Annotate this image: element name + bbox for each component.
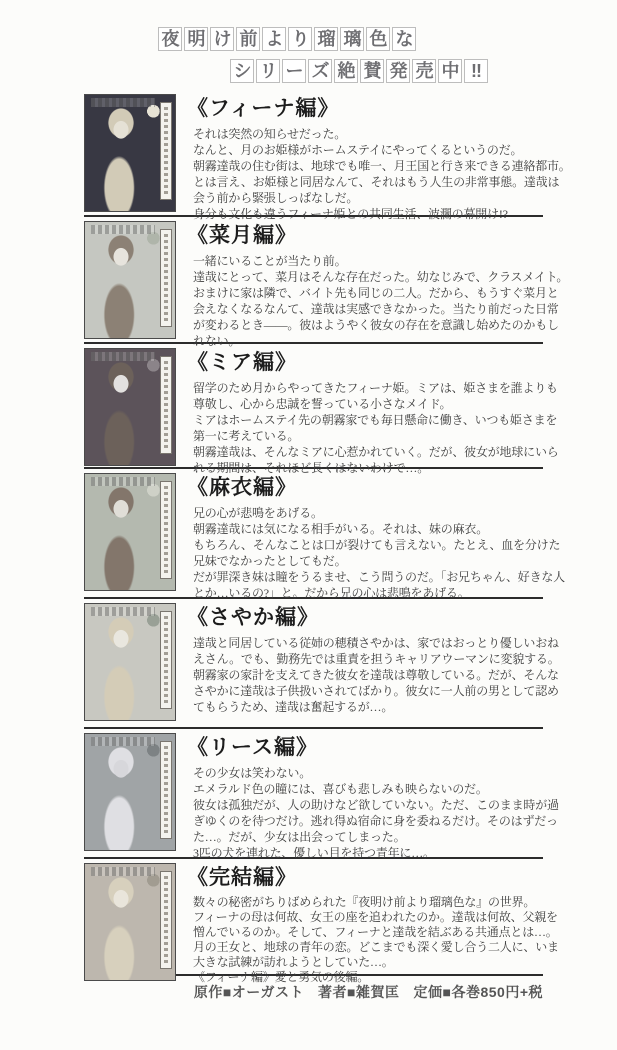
description-line: 月の王女と、地球の青年の恋。どこまでも深く愛し合う二人に、いま (193, 940, 559, 954)
description-line: 達哉にとって、菜月はそんな存在だった。幼なじみで、クラスメイト。 (193, 270, 569, 284)
cover-spine-band (160, 481, 172, 579)
book-cover-thumbnail (84, 348, 176, 466)
header-char-box: 売 (412, 59, 436, 83)
volume-section (84, 599, 560, 729)
header-char-box: 夜 (158, 27, 182, 51)
volume-title: 《リース編》 (187, 736, 318, 759)
volume-description (193, 253, 593, 349)
volume-section (84, 344, 559, 475)
volume-section (84, 217, 569, 348)
volume-section (84, 90, 571, 221)
volume-description (193, 126, 593, 222)
description-line: もちろん、そんなことは口が裂けても言えない。たとえ、血を分けた (193, 538, 561, 552)
description-line: エメラルド色の瞳には、喜びも悲しみも映らないのだ。 (193, 782, 488, 796)
description-line: フィーナの母は何故、女王の座を追われたのか。達哉は何故、父親を (193, 910, 558, 924)
credit-segment: 定価■各巻850円+税 (413, 984, 543, 1000)
description-line: が変わるとき――。彼はようやく彼女の存在を意識し始めたのかもし (193, 318, 559, 332)
description-line: 兄妹でなかったとしてもだ。 (193, 554, 347, 568)
book-cover-thumbnail (84, 221, 176, 339)
description-line: 尊敬し、心から忠誠を誓っている小さなメイド。 (193, 397, 452, 411)
description-line: 《フィーナ編》愛と勇気の後編。 (193, 970, 370, 984)
description-line: おまけに家は隣で、バイト先も同じの二人。だから、もうすぐ菜月と (193, 286, 559, 300)
book-cover-thumbnail (84, 863, 176, 981)
header-char-box: 中 (438, 59, 462, 83)
volume-title: 《ミア編》 (187, 351, 297, 374)
cover-title-logo (91, 352, 155, 361)
credit-segment: 原作■オーガスト (193, 984, 305, 1000)
volume-list (84, 90, 571, 984)
volume-section (84, 729, 559, 860)
description-line: 身分も文化も違うフィーナ姫との共同生活、波瀾の幕開け!? (193, 207, 508, 221)
header-char-box: シ (230, 59, 254, 83)
volume-title: 《完結編》 (187, 866, 297, 889)
volume-info (187, 601, 593, 715)
volume-section (84, 469, 565, 600)
description-line: それは突然の知らせだった。 (193, 127, 347, 141)
description-line: 朝霧達哉の住む街は、地球でも唯一、月王国と行き来できる連絡都市。 (193, 159, 571, 173)
header-char-box: り (288, 27, 312, 51)
volume-description (193, 505, 593, 601)
description-line: 彼女は孤独だが、人の助けなど欲していない。ただ、このまま時が過 (193, 798, 559, 812)
book-cover-thumbnail (84, 733, 176, 851)
cover-title-logo (91, 225, 155, 234)
description-line: その少女は笑わない。 (193, 766, 312, 780)
description-line: 留学のため月からやってきたフィーナ姫。ミアは、姫さまを誰よりも (193, 381, 558, 395)
description-line: 大きな試練が訪れようとしていた…。 (193, 955, 394, 969)
header-row-2 (230, 59, 617, 83)
volume-title: 《麻衣編》 (187, 476, 297, 499)
cover-title-logo (91, 477, 155, 486)
volume-info (187, 861, 593, 985)
description-line: てもらうため、達哉は奮起するが…。 (193, 700, 394, 714)
header-row-1 (158, 27, 617, 51)
description-line: なんと、月のお姫様がホームステイにやってくるというのだ。 (193, 143, 523, 157)
cover-title-logo (91, 737, 155, 746)
cover-spine-band (160, 356, 172, 454)
volume-title: 《フィーナ編》 (187, 97, 340, 120)
header-char-box: 発 (386, 59, 410, 83)
cover-title-logo (91, 867, 155, 876)
book-cover-thumbnail (84, 94, 176, 212)
cover-title-logo (91, 607, 155, 616)
description-line: ミアはホームステイ先の朝霧家でも毎日懸命に働き、いつも姫さまを (193, 413, 558, 427)
book-cover-thumbnail (84, 603, 176, 721)
description-line: ぎゆくのを待つだけ。逃れ得ぬ宿命に身を委ねるだけ。そのはずだっ (193, 814, 558, 828)
volume-description (193, 635, 593, 715)
header-char-box: ズ (308, 59, 332, 83)
series-header (0, 27, 617, 83)
cover-title-logo (91, 98, 155, 107)
description-line: れる期間は、それほど長くはないわけで…。 (193, 461, 430, 475)
volume-section (84, 859, 559, 984)
header-char-box: 瑠 (314, 27, 338, 51)
volume-info (187, 471, 593, 601)
description-line: さやかに達哉は子供扱いされてばかり。彼女に一人前の男として認め (193, 684, 559, 698)
description-line: れない。 (193, 334, 241, 348)
description-line: 達哉と同居している従姉の穂積さやかは、家ではおっとり優しいおね (193, 636, 559, 650)
volume-info (187, 92, 593, 222)
description-line: えさん。でも、勤務先では重責を担うキャリアウーマンに変貌する。 (193, 652, 560, 666)
description-line: 憎んでいるのか。そして、フィーナと達哉を結ぶある共通点とは…。 (193, 925, 558, 939)
cover-spine-band (160, 229, 172, 327)
cover-spine-band (160, 871, 172, 969)
volume-info (187, 731, 593, 861)
header-char-box: 璃 (340, 27, 364, 51)
description-line: 兄の心が悲鳴をあげる。 (193, 506, 323, 520)
header-char-box: 色 (366, 27, 390, 51)
description-line: 3匹の犬を連れた、優しい目を持つ青年に…。 (193, 846, 435, 860)
credit-segment: 著者■雑賀匡 (318, 984, 400, 1000)
description-line: 数々の秘密がちりばめられた『夜明け前より瑠璃色な』の世界。 (193, 895, 536, 909)
description-line: とは言え、お姫様と同居なんて、それはもう人生の非常事態。達哉は (193, 175, 560, 189)
header-char-box: 前 (236, 27, 260, 51)
header-char-box: よ (262, 27, 286, 51)
header-char-box: ー (282, 59, 306, 83)
volume-description (193, 765, 593, 861)
cover-spine-band (160, 741, 172, 839)
header-char-box: け (210, 27, 234, 51)
volume-info (187, 346, 593, 476)
volume-title: 《さやか編》 (187, 606, 319, 629)
description-line: とか…いるの?」と。だから兄の心は悲鳴をあげる。 (193, 586, 470, 600)
cover-spine-band (160, 102, 172, 200)
description-line: 朝霧達哉は、そんなミアに心惹かれていく。だが、彼女が地球にいら (193, 445, 559, 459)
description-line: 朝霧達哉には気になる相手がいる。それは、妹の麻衣。 (193, 522, 489, 536)
header-char-box: 絶 (334, 59, 358, 83)
header-char-box: 明 (184, 27, 208, 51)
header-char-box: 賛 (360, 59, 384, 83)
cover-spine-band (160, 611, 172, 709)
description-line: 会えなくなるなんて、達哉は実感できなかった。当たり前だった日常 (193, 302, 559, 316)
volume-title: 《菜月編》 (187, 224, 297, 247)
header-char-box: !! (464, 59, 488, 83)
description-line: 朝霧家の家計を支えてきた彼女を達哉は尊敬している。だが、そんな (193, 668, 559, 682)
description-line: た…。だが、少女は出会ってしまった。 (193, 830, 406, 844)
volume-info (187, 219, 593, 349)
header-char-box: リ (256, 59, 280, 83)
book-cover-thumbnail (84, 473, 176, 591)
volume-description (193, 380, 593, 476)
description-line: 第一に考えている。 (193, 429, 300, 443)
description-line: 会う前から緊張しっぱなしだ。 (193, 191, 359, 205)
credits-footer (84, 982, 543, 1002)
description-line: だが罪深き妹は瞳をうるませ、こう問うのだ。「お兄ちゃん、好きな人 (193, 570, 565, 584)
volume-description (193, 895, 593, 985)
header-char-box: な (392, 27, 416, 51)
description-line: 一緒にいることが当たり前。 (193, 254, 347, 268)
